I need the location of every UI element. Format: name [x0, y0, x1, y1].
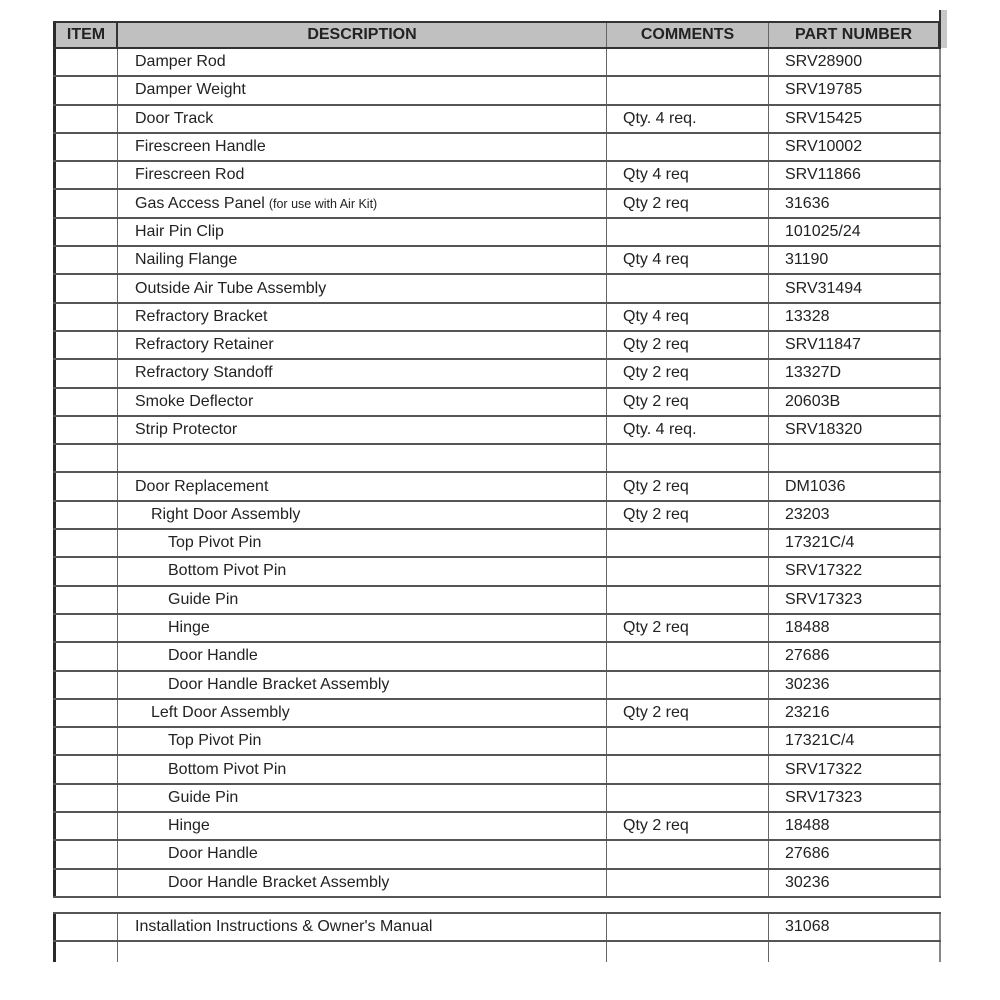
description-text: Nailing Flange: [135, 251, 238, 269]
table-row: [53, 728, 941, 756]
part-number-cell: 13327D: [769, 360, 941, 386]
description-cell: [118, 841, 607, 867]
part-number-cell: SRV17323: [769, 587, 941, 613]
part-number-cell: SRV17322: [769, 558, 941, 584]
description-cell: [118, 49, 607, 75]
comments-cell: Qty 2 req: [607, 700, 769, 726]
description-text: Right Door Assembly: [151, 505, 301, 523]
part-number-cell: SRV17323: [769, 785, 941, 811]
table-row: [53, 445, 941, 473]
item-cell: [53, 77, 118, 103]
header-comments: COMMENTS: [607, 23, 769, 47]
description-text: Damper Rod: [135, 53, 226, 71]
part-number-cell: 23216: [769, 700, 941, 726]
comments-cell: Qty 2 req: [607, 389, 769, 415]
table-row: [53, 275, 941, 303]
item-cell: [53, 445, 118, 471]
table-tail-row: [53, 942, 941, 962]
description-text: Left Door Assembly: [151, 703, 290, 721]
description-cell: [118, 672, 607, 698]
part-number-cell: SRV11847: [769, 332, 941, 358]
table-row: [53, 587, 941, 615]
item-cell: [53, 643, 118, 669]
part-number-cell: 31068: [769, 914, 941, 940]
table-row: [53, 473, 941, 501]
table-header-row: [53, 21, 941, 49]
item-cell: [53, 841, 118, 867]
comments-cell: [607, 77, 769, 103]
comments-cell: Qty 2 req: [607, 473, 769, 499]
description-text: Damper Weight: [135, 81, 246, 99]
description-text: Strip Protector: [135, 421, 238, 438]
table-row: [53, 672, 941, 700]
description-cell: [118, 219, 607, 245]
comments-cell: [607, 728, 769, 754]
comments-cell: [607, 558, 769, 584]
table-body: [53, 49, 941, 898]
description-cell: [118, 728, 607, 754]
table-body-continued: [53, 914, 941, 942]
table-row: [53, 77, 941, 105]
comments-cell: [607, 134, 769, 160]
item-cell: [53, 134, 118, 160]
item-cell: [53, 728, 118, 754]
header-shade: [941, 10, 947, 48]
description-cell: [118, 134, 607, 160]
description-text: Hinge: [168, 619, 210, 637]
part-number-cell: SRV31494: [769, 275, 941, 301]
table-row: [53, 417, 941, 445]
description-text: Firescreen Rod: [135, 166, 245, 184]
part-number-cell: 17321C/4: [769, 530, 941, 556]
description-cell: [118, 813, 607, 839]
comments-cell: Qty 2 req: [607, 502, 769, 528]
description-cell: [118, 445, 607, 471]
comments-cell: [607, 914, 769, 940]
item-cell: [53, 219, 118, 245]
description-text: Smoke Deflector: [135, 392, 254, 410]
description-text: Outside Air Tube Assembly: [135, 279, 327, 297]
description-cell: [118, 190, 607, 216]
description-cell: [118, 473, 607, 499]
item-cell: [53, 304, 118, 330]
table-row: [53, 134, 941, 162]
table-row: [53, 332, 941, 360]
description-text: Bottom Pivot Pin: [168, 562, 287, 580]
comments-cell: Qty 4 req: [607, 162, 769, 188]
description-cell: [118, 360, 607, 386]
item-cell: [53, 473, 118, 499]
part-number-cell: SRV19785: [769, 77, 941, 103]
part-number-cell: SRV10002: [769, 134, 941, 160]
table-row: [53, 162, 941, 190]
part-number-cell: 101025/24: [769, 219, 941, 245]
table-row: [53, 841, 941, 869]
table-row: [53, 870, 941, 898]
part-number-cell: SRV17322: [769, 756, 941, 782]
description-text: Door Handle Bracket Assembly: [168, 675, 390, 693]
description-cell: [118, 700, 607, 726]
item-cell: [53, 785, 118, 811]
description-cell: [118, 304, 607, 330]
description-cell: [118, 332, 607, 358]
description-text: Door Handle: [168, 647, 258, 665]
description-cell: [118, 914, 607, 940]
part-number-cell: 13328: [769, 304, 941, 330]
comments-cell: [607, 841, 769, 867]
part-number-cell: 31636: [769, 190, 941, 216]
item-cell: [53, 49, 118, 75]
description-cell: [118, 870, 607, 896]
part-number-cell: 20603B: [769, 389, 941, 415]
item-cell: [53, 275, 118, 301]
comments-cell: [607, 587, 769, 613]
description-text: Gas Access Panel: [135, 194, 265, 212]
comments-cell: Qty 2 req: [607, 360, 769, 386]
item-cell: [53, 530, 118, 556]
part-number-cell: 27686: [769, 643, 941, 669]
part-number-cell: 18488: [769, 615, 941, 641]
description-text: Top Pivot Pin: [168, 732, 262, 750]
part-number-cell: SRV11866: [769, 162, 941, 188]
item-cell: [53, 813, 118, 839]
table-row: [53, 643, 941, 671]
header-description: DESCRIPTION: [118, 23, 607, 47]
table-row: [53, 700, 941, 728]
description-text: Top Pivot Pin: [168, 534, 262, 552]
item-cell: [53, 558, 118, 584]
part-number-cell: SRV15425: [769, 106, 941, 132]
table-row: [53, 360, 941, 388]
description-text: Door Track: [135, 109, 214, 127]
description-text: Refractory Bracket: [135, 307, 268, 325]
part-number-cell: 30236: [769, 870, 941, 896]
table-row: [53, 106, 941, 134]
comments-cell: Qty. 4 req.: [607, 106, 769, 132]
table-row: [53, 190, 941, 218]
item-cell: [53, 756, 118, 782]
description-note: (for use with Air Kit): [268, 196, 378, 211]
description-text: Bottom Pivot Pin: [168, 760, 287, 778]
comments-cell: [607, 870, 769, 896]
description-cell: [118, 417, 607, 443]
table-break-gap: [53, 898, 941, 912]
part-number-cell: 18488: [769, 813, 941, 839]
part-number-cell: SRV18320: [769, 417, 941, 443]
part-number-cell: 27686: [769, 841, 941, 867]
comments-cell: Qty 2 req: [607, 615, 769, 641]
comments-cell: Qty 4 req: [607, 247, 769, 273]
comments-cell: [607, 785, 769, 811]
description-text: Installation Instructions & Owner's Manual: [135, 918, 433, 936]
comments-cell: [607, 49, 769, 75]
description-cell: [118, 77, 607, 103]
part-number-cell: 17321C/4: [769, 728, 941, 754]
description-text: Hair Pin Clip: [135, 222, 224, 240]
description-cell: [118, 615, 607, 641]
description-cell: [118, 247, 607, 273]
item-cell: [53, 190, 118, 216]
description-cell: [118, 785, 607, 811]
item-cell: [53, 870, 118, 896]
comments-cell: [607, 530, 769, 556]
table-row: [53, 304, 941, 332]
description-text: Refractory Standoff: [135, 364, 273, 382]
item-cell: [53, 389, 118, 415]
comments-cell: [607, 643, 769, 669]
table-row: [53, 813, 941, 841]
part-number-cell: 30236: [769, 672, 941, 698]
table-row: [53, 389, 941, 417]
description-text: Guide Pin: [168, 788, 239, 806]
parts-table: [53, 21, 941, 962]
description-cell: [118, 502, 607, 528]
description-cell: [118, 643, 607, 669]
table-row: [53, 502, 941, 530]
comments-cell: Qty 4 req: [607, 304, 769, 330]
part-number-cell: SRV28900: [769, 49, 941, 75]
part-number-cell: 23203: [769, 502, 941, 528]
table-row: [53, 247, 941, 275]
item-cell: [53, 106, 118, 132]
table-row: [53, 914, 941, 942]
description-cell: [118, 587, 607, 613]
description-text: Hinge: [168, 817, 210, 835]
description-text: Door Replacement: [135, 477, 269, 495]
header-item: ITEM: [53, 23, 118, 47]
item-cell: [53, 332, 118, 358]
comments-cell: Qty. 4 req.: [607, 417, 769, 443]
item-cell: [53, 162, 118, 188]
description-cell: [118, 558, 607, 584]
item-cell: [53, 672, 118, 698]
item-cell: [53, 417, 118, 443]
description-cell: [118, 275, 607, 301]
item-cell: [53, 502, 118, 528]
table-row: [53, 558, 941, 586]
comments-cell: [607, 445, 769, 471]
description-cell: [118, 106, 607, 132]
part-number-cell: 31190: [769, 247, 941, 273]
item-cell: [53, 587, 118, 613]
description-text: Door Handle: [168, 845, 258, 863]
table-row: [53, 756, 941, 784]
comments-cell: [607, 756, 769, 782]
description-cell: [118, 162, 607, 188]
item-cell: [53, 615, 118, 641]
description-cell: [118, 530, 607, 556]
table-row: [53, 785, 941, 813]
description-text: Guide Pin: [168, 590, 239, 608]
description-text: Door Handle Bracket Assembly: [168, 873, 390, 891]
item-cell: [53, 914, 118, 940]
table-row: [53, 530, 941, 558]
item-cell: [53, 360, 118, 386]
part-number-cell: [769, 445, 941, 471]
header-part-number: PART NUMBER: [769, 23, 941, 47]
description-cell: [118, 389, 607, 415]
table-row: [53, 49, 941, 77]
comments-cell: [607, 672, 769, 698]
comments-cell: Qty 2 req: [607, 332, 769, 358]
description-text: Firescreen Handle: [135, 138, 266, 156]
description-text: Refractory Retainer: [135, 336, 274, 354]
comments-cell: Qty 2 req: [607, 190, 769, 216]
comments-cell: [607, 219, 769, 245]
comments-cell: [607, 275, 769, 301]
item-cell: [53, 247, 118, 273]
item-cell: [53, 700, 118, 726]
description-cell: [118, 756, 607, 782]
table-row: [53, 219, 941, 247]
table-row: [53, 615, 941, 643]
part-number-cell: DM1036: [769, 473, 941, 499]
comments-cell: Qty 2 req: [607, 813, 769, 839]
